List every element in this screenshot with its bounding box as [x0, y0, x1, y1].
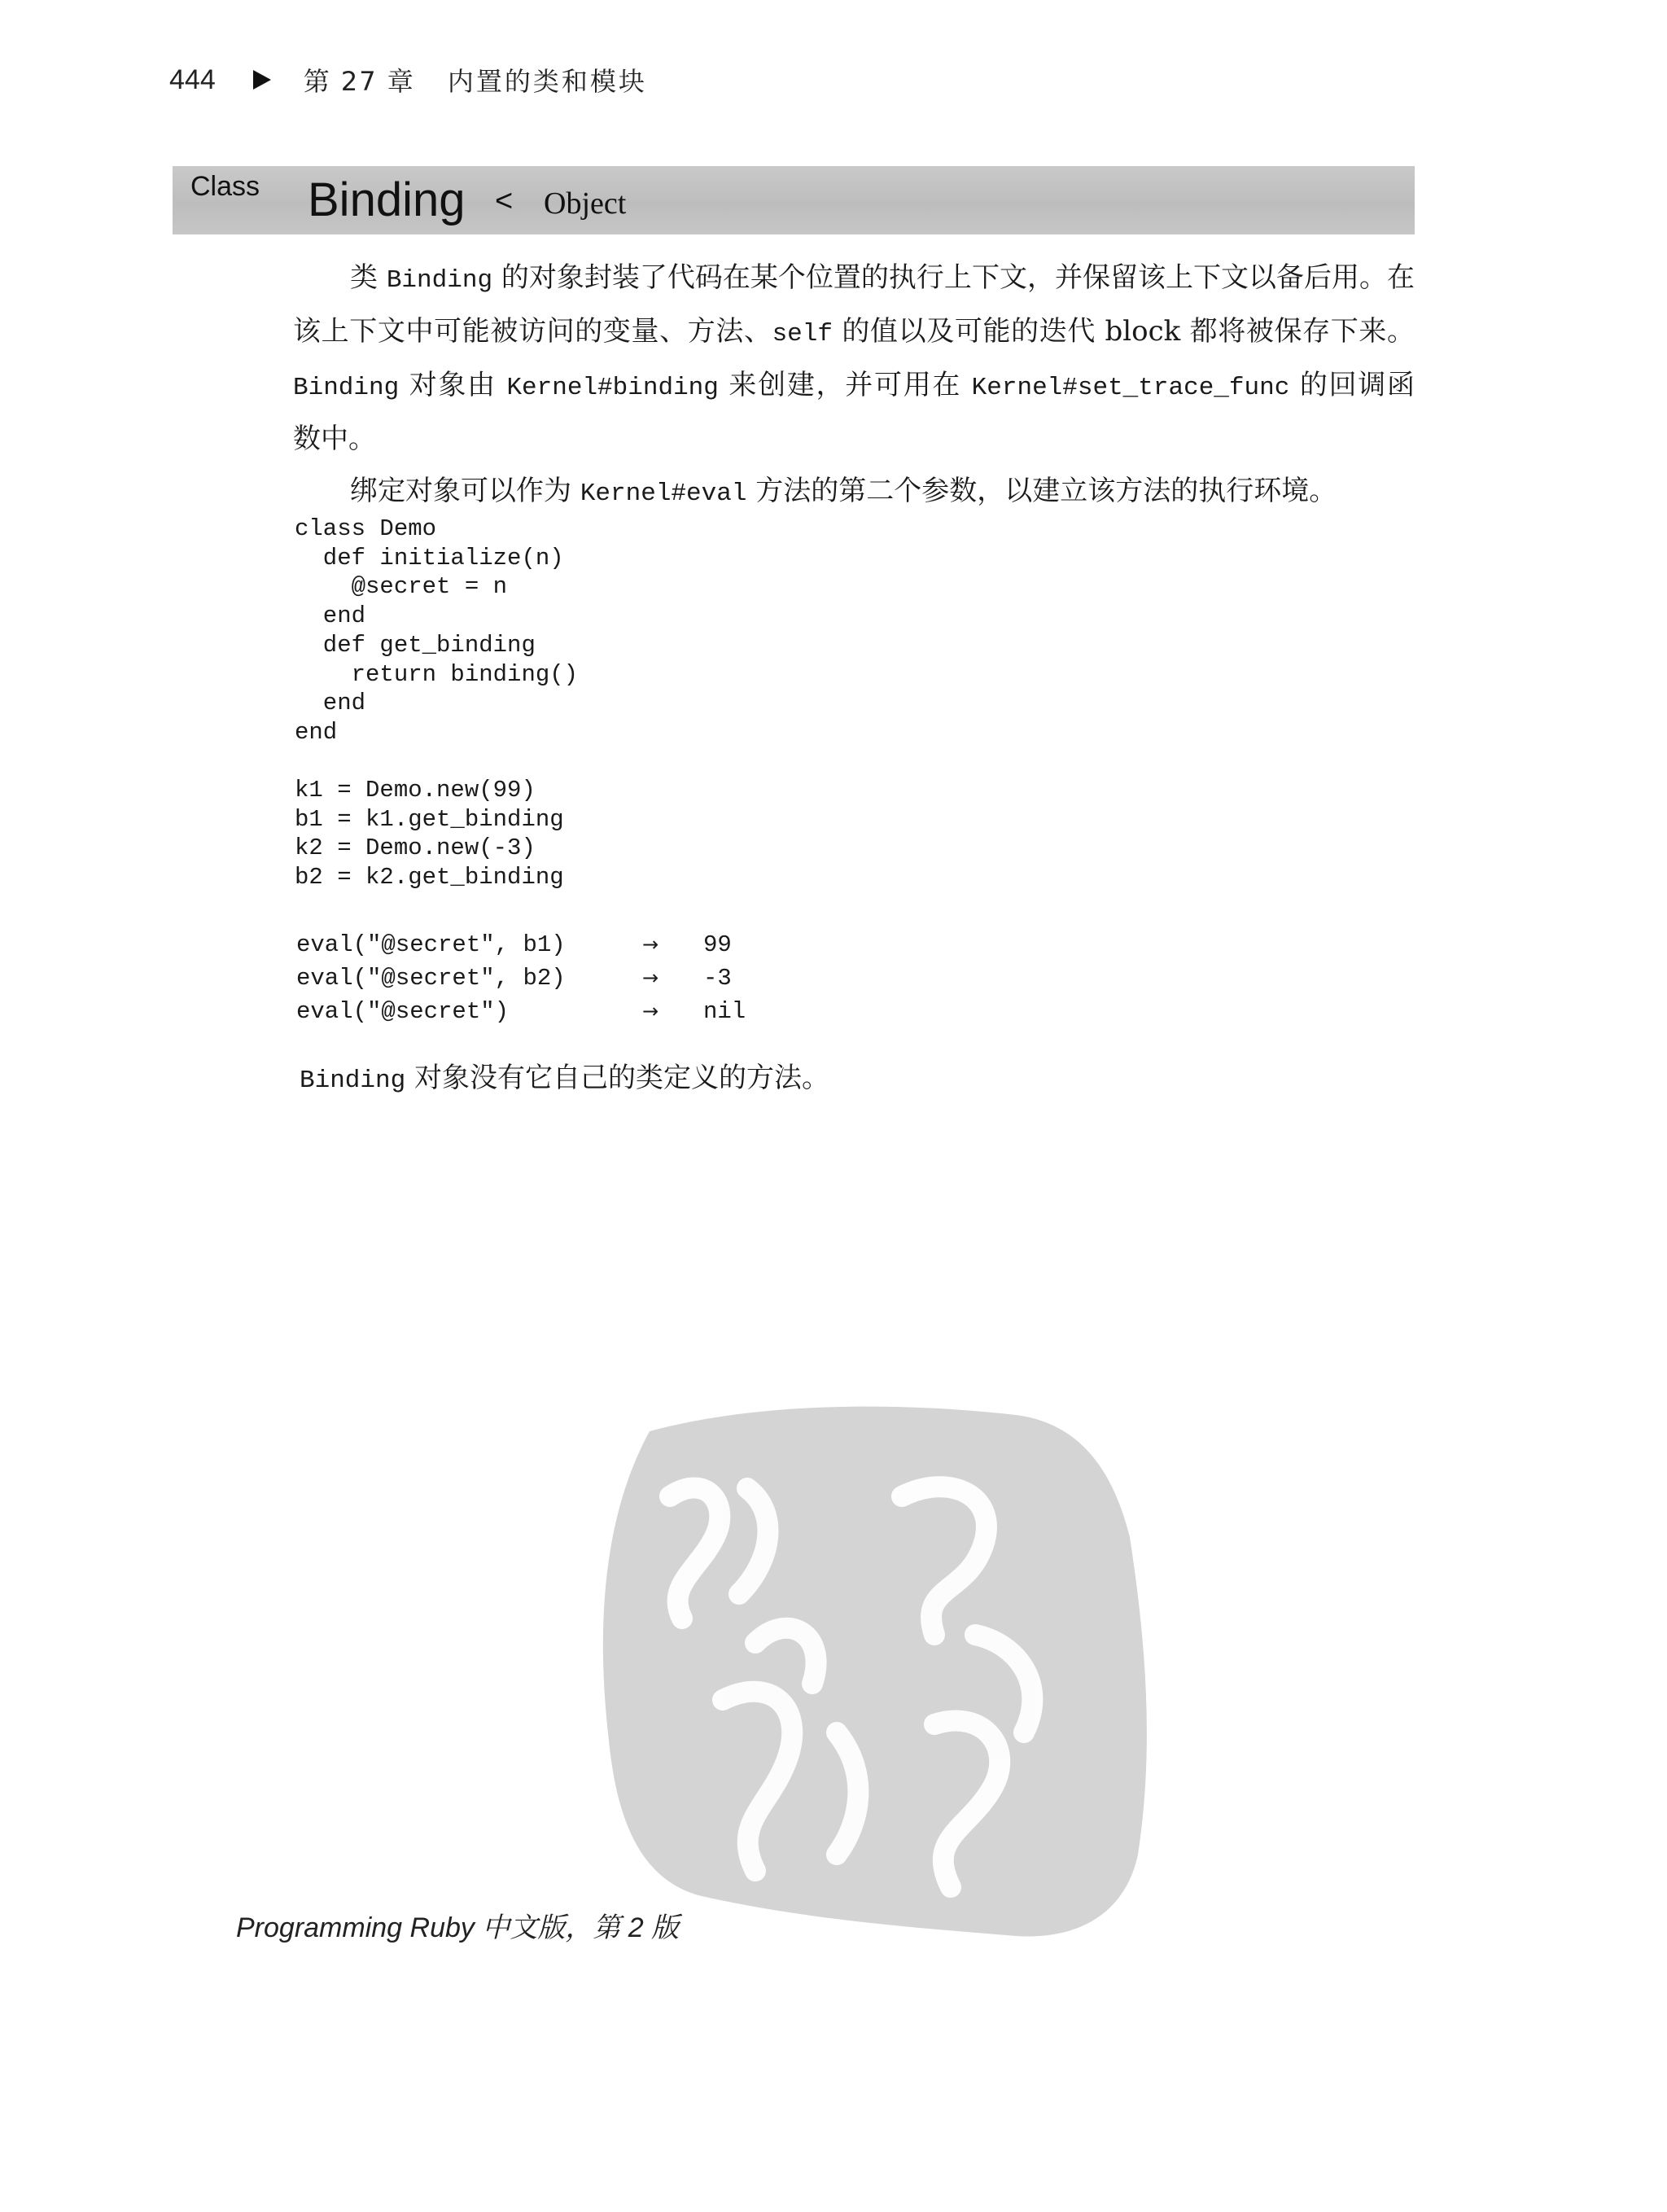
right-arrow-icon: →: [642, 933, 659, 956]
eval-text: 方法的第二个参数，以建立该方法的执行环境。: [746, 475, 1337, 507]
intro-text: 的回调函数中。: [293, 369, 1415, 455]
page-number: 444: [169, 64, 216, 95]
intro-paragraph: [293, 252, 1415, 465]
intro-text: 的值以及可能的迭代 block 都将被保存下来。: [833, 315, 1415, 348]
intro-lead: 类: [350, 261, 387, 294]
seal-stamp-icon: [593, 1399, 1162, 1952]
class-keyword: Class: [190, 171, 260, 202]
code-self: self: [772, 320, 833, 348]
intro-text: 来创建，并可用在: [718, 369, 972, 401]
code-class-binding: Binding: [386, 266, 493, 295]
eval-text: 绑定对象可以作为: [350, 475, 580, 507]
code-set-trace-func: Kernel#set_trace_func: [971, 374, 1290, 402]
code-class-binding: Binding: [300, 1067, 406, 1095]
eval-result: 99: [703, 931, 732, 958]
eval-expression: eval("@secret", b1): [296, 931, 566, 958]
eval-expression: eval("@secret"): [296, 998, 510, 1025]
eval-expression: eval("@secret", b2): [296, 965, 566, 992]
code-kernel-binding: Kernel#binding: [506, 374, 719, 402]
class-name: Binding: [308, 173, 466, 226]
inherit-symbol: <: [495, 184, 514, 218]
closing-sentence: [300, 1053, 829, 1106]
intro-text: 的对象封装了代码在某个位置的执行上下文，并保留该上下文以备后用。在该上下文中可能被访问的变量、方法、: [293, 261, 1415, 348]
eval-result: -3: [703, 965, 732, 992]
play-arrow-icon: [253, 70, 271, 90]
running-header: [169, 59, 647, 101]
closing-text: 对象没有它自己的类定义的方法。: [405, 1062, 830, 1094]
code-kernel-eval: Kernel#eval: [580, 480, 747, 508]
code-class-binding: Binding: [293, 374, 400, 402]
chapter-label: 第 27 章: [303, 66, 415, 97]
right-arrow-icon: →: [642, 966, 659, 989]
eval-result: nil: [703, 998, 746, 1025]
chapter-title: 内置的类和模块: [447, 66, 647, 97]
class-banner: [173, 166, 1415, 234]
code-block-assignments: k1 = Demo.new(99) b1 = k1.get_binding k2 = Demo.new(-3) b2 = k2.get_binding: [295, 777, 564, 891]
superclass-name: Object: [544, 186, 627, 221]
right-arrow-icon: →: [642, 1000, 659, 1023]
code-block-class-def: class Demo def initialize(n) @secret = n end def get_binding return binding() end end: [295, 515, 579, 746]
eval-paragraph: [293, 466, 1415, 519]
intro-text: 对象由: [399, 369, 507, 401]
book-footer: Programming Ruby 中文版，第 2 版: [236, 1912, 680, 1943]
